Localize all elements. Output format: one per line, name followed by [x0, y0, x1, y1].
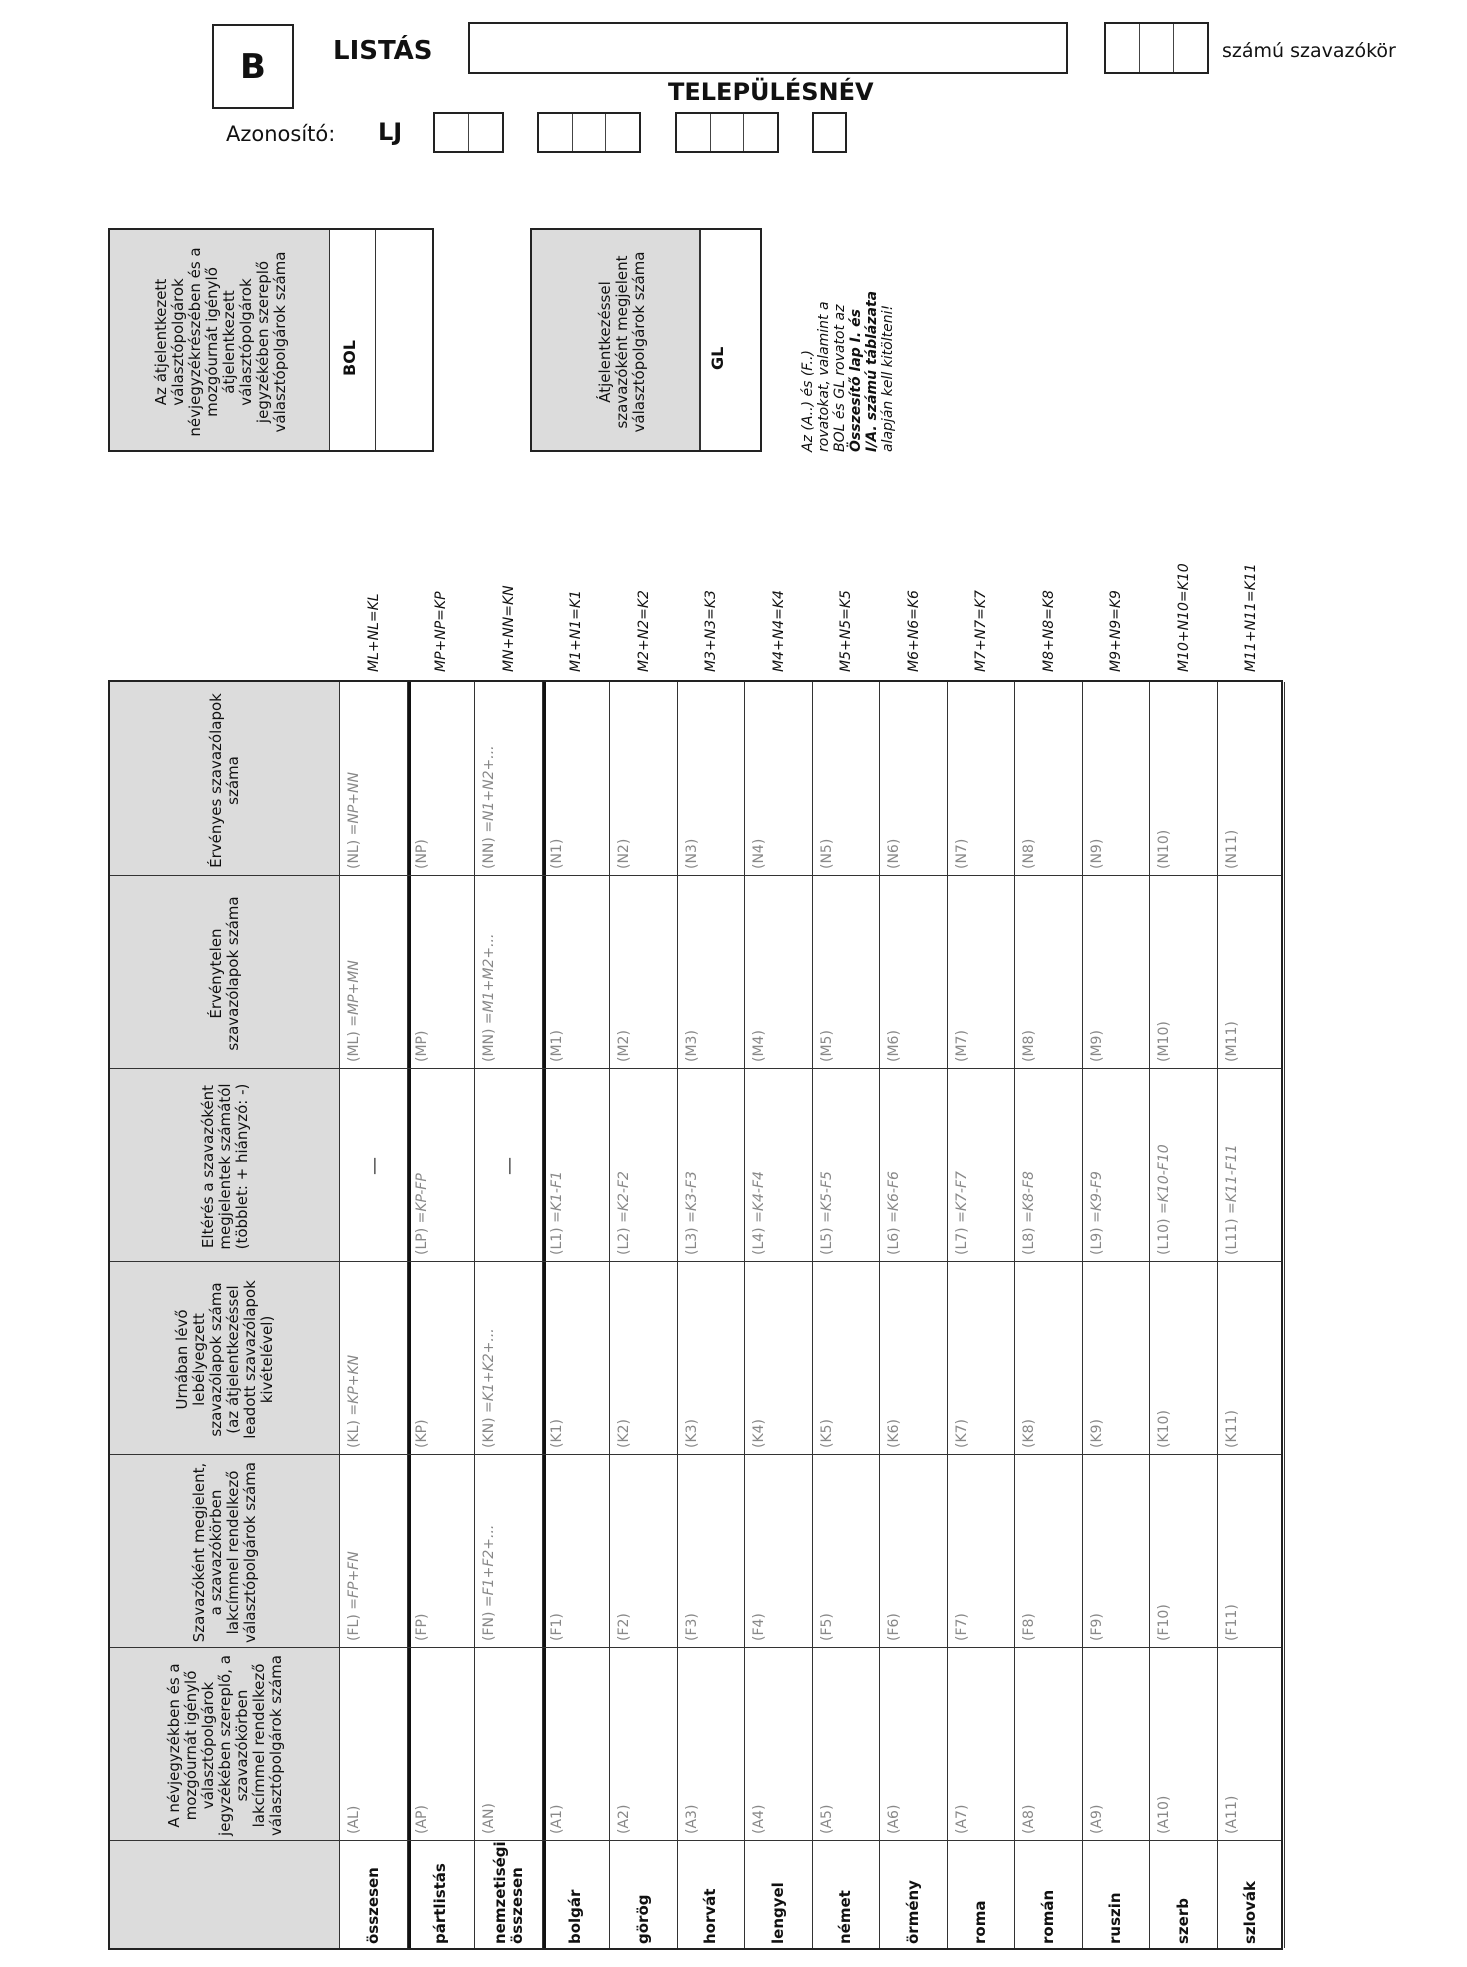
label-band-divider	[110, 1840, 1281, 1841]
form-letter-box	[212, 24, 294, 109]
cell-code[interactable]: (K9)	[1088, 1418, 1105, 1448]
results-table	[108, 680, 1283, 1950]
row-equation: M6+N6=K6	[905, 590, 922, 672]
cell-code[interactable]: (K11)	[1223, 1410, 1240, 1448]
cell-code[interactable]: (L7) =K7-F7	[953, 1171, 970, 1255]
cell-code[interactable]: (AP)	[413, 1805, 430, 1834]
table-row	[745, 682, 813, 1948]
row-label: bolgár	[566, 1889, 585, 1944]
row-label: pártlistás	[431, 1863, 450, 1944]
cell-code[interactable]: (KP)	[413, 1419, 430, 1448]
gl-heading: Átjelentkezéssel szavazóként megjelent választópolgárok száma	[595, 251, 648, 433]
cell-code[interactable]: (A2)	[616, 1804, 632, 1834]
cell-code[interactable]: (MP)	[413, 1030, 430, 1062]
cell-code[interactable]: (F5)	[818, 1613, 835, 1641]
row-label: összesen	[363, 1867, 382, 1944]
cell-code[interactable]: (N3)	[683, 838, 700, 869]
cell-code[interactable]: (NL) =NP+NN	[346, 772, 362, 869]
row-label: román	[1038, 1889, 1057, 1944]
cell-code[interactable]: (F10)	[1156, 1604, 1172, 1641]
identifier-prefix: LJ	[378, 118, 403, 146]
column-header: Urnában lévő lebélyegzett szavazólapok száma (az átjelentkezéssel leadott szavazólapok kivételével)	[173, 1280, 276, 1439]
cell-code[interactable]: (M3)	[683, 1030, 700, 1062]
cell-code[interactable]: (F2)	[616, 1613, 632, 1641]
row-equation: M4+N4=K4	[770, 590, 787, 672]
row-equation: M9+N9=K9	[1108, 590, 1125, 672]
table-row	[678, 682, 746, 1948]
cell-code[interactable]: (AL)	[346, 1805, 362, 1834]
row-label: lengyel	[768, 1882, 787, 1944]
form-type: LISTÁS	[333, 36, 433, 66]
cell-code[interactable]: (FP)	[413, 1613, 430, 1641]
table-row	[1015, 682, 1083, 1948]
cell-code[interactable]: (L10) =K10-F10	[1156, 1144, 1172, 1255]
table-row	[948, 682, 1016, 1948]
gl-box	[530, 228, 762, 452]
cell-code[interactable]: (MN) =M1+M2+...	[481, 933, 497, 1062]
row-equation: MP+NP=KP	[433, 591, 450, 672]
cell-code[interactable]: (L3) =K3-F3	[683, 1171, 700, 1255]
row-label: görög	[633, 1894, 652, 1944]
table-row	[1218, 682, 1286, 1948]
cell-code[interactable]: (N7)	[953, 838, 970, 869]
cell-code[interactable]: (M9)	[1088, 1030, 1105, 1062]
row-label: szerb	[1173, 1898, 1192, 1944]
cell-code[interactable]: (F4)	[751, 1613, 767, 1641]
table-row	[543, 682, 611, 1948]
row-equation: ML+NL=KL	[365, 593, 382, 672]
table-row	[880, 682, 948, 1948]
column-divider	[110, 1068, 1281, 1069]
row-equation: M1+N1=K1	[568, 590, 585, 672]
cell-code[interactable]: (N9)	[1088, 838, 1105, 869]
cell-code[interactable]: (F1)	[548, 1613, 565, 1641]
cell-code[interactable]: (N6)	[886, 838, 902, 869]
column-divider	[110, 1454, 1281, 1455]
column-header: Érvénytelen szavazólapok száma	[207, 896, 242, 1051]
cell-code[interactable]: (L9) =K9-F9	[1088, 1171, 1105, 1255]
row-equation: M7+N7=K7	[973, 590, 990, 672]
cell-code[interactable]: (L1) =K1-F1	[548, 1171, 565, 1255]
table-row	[340, 682, 408, 1948]
cell-code[interactable]: (M2)	[616, 1030, 632, 1062]
cell-code[interactable]: (K7)	[953, 1418, 970, 1448]
cell-code[interactable]: (K2)	[616, 1418, 632, 1448]
table-row	[1083, 682, 1151, 1948]
bol-box	[108, 228, 434, 452]
identifier-field-3[interactable]	[675, 112, 779, 153]
cell-code[interactable]: (M7)	[953, 1030, 970, 1062]
cell-code[interactable]: (KL) =KP+KN	[346, 1354, 362, 1448]
cell-code[interactable]: (F7)	[953, 1613, 970, 1641]
table-row	[408, 682, 476, 1948]
gl-code: GL	[708, 346, 727, 370]
row-equation: M10+N10=K10	[1175, 563, 1192, 672]
settlement-name-field[interactable]	[468, 22, 1068, 74]
column-divider	[110, 1261, 1281, 1262]
cell-code[interactable]: (A5)	[818, 1804, 835, 1834]
cell-code[interactable]: (K3)	[683, 1418, 700, 1448]
cell-code[interactable]: (L6) =K6-F6	[886, 1171, 902, 1255]
cell-code[interactable]: (K8)	[1021, 1418, 1037, 1448]
cell-code[interactable]: (M4)	[751, 1030, 767, 1062]
cell-code[interactable]: (L5) =K5-F5	[818, 1171, 835, 1255]
settlement-label: TELEPÜLÉSNÉV	[668, 78, 874, 106]
cell-code[interactable]: (A8)	[1021, 1804, 1037, 1834]
cell-code[interactable]: (KN) =K1+K2+...	[481, 1328, 497, 1448]
cell-code[interactable]: (F9)	[1088, 1613, 1105, 1641]
cell-code[interactable]: (A7)	[953, 1804, 970, 1834]
cell-code[interactable]: (N1)	[548, 838, 565, 869]
cell-code[interactable]: (K4)	[751, 1418, 767, 1448]
cell-code[interactable]: (N4)	[751, 838, 767, 869]
cell-code[interactable]: (K6)	[886, 1418, 902, 1448]
column-header: Szavazóként megjelent, a szavazókörben lakcímmel rendelkező választópolgárok száma	[190, 1462, 259, 1643]
cell-code[interactable]: (F3)	[683, 1613, 700, 1641]
cell-code[interactable]: (A4)	[751, 1804, 767, 1834]
cell-code[interactable]: (LP) =KP-FP	[413, 1173, 430, 1255]
cell-code[interactable]: (N11)	[1223, 829, 1240, 869]
cell-code[interactable]: (FN) =F1+F2+...	[481, 1524, 497, 1641]
row-equation: M8+N8=K8	[1040, 590, 1057, 672]
cell-code[interactable]: (NN) =N1+N2+...	[481, 745, 497, 869]
cell-code[interactable]: (F11)	[1223, 1604, 1240, 1641]
cell-code[interactable]: (A1)	[548, 1804, 565, 1834]
row-label: nemzetiségi összesen	[490, 1841, 526, 1944]
cell-code[interactable]: (K1)	[548, 1418, 565, 1448]
not-applicable-dash: —	[498, 1156, 520, 1175]
column-divider	[110, 1647, 1281, 1648]
cell-code[interactable]: (M1)	[548, 1030, 565, 1062]
row-equation: M5+N5=K5	[838, 590, 855, 672]
cell-code[interactable]: (AN)	[481, 1803, 497, 1834]
cell-code[interactable]: (K10)	[1156, 1410, 1172, 1448]
cell-code[interactable]: (N8)	[1021, 838, 1037, 869]
cell-code[interactable]: (M5)	[818, 1030, 835, 1062]
form-letter: B	[240, 46, 266, 87]
cell-code[interactable]: (L8) =K8-F8	[1021, 1171, 1037, 1255]
cell-code[interactable]: (M11)	[1223, 1021, 1240, 1062]
district-suffix: számú szavazókör	[1222, 40, 1396, 62]
row-label: örmény	[903, 1880, 922, 1944]
cell-code[interactable]: (N2)	[616, 838, 632, 869]
column-header: Érvényes szavazólapok száma	[207, 693, 242, 868]
row-equation: M3+N3=K3	[703, 590, 720, 672]
cell-code[interactable]: (F6)	[886, 1613, 902, 1641]
row-label: német	[836, 1890, 855, 1944]
row-equation: M2+N2=K2	[635, 590, 652, 672]
cell-code[interactable]: (ML) =MP+MN	[346, 960, 362, 1062]
identifier-field-1[interactable]	[433, 112, 504, 153]
bol-heading: Az átjelentkezett választópolgárok névjegyzékrészében és a mozgóurnát igénylő átjelentkezett választópolgárok jegyzékében szereplő választópolgárok száma	[152, 247, 289, 437]
table-row	[813, 682, 881, 1948]
row-label: szlovák	[1241, 1881, 1260, 1944]
cell-code[interactable]: (NP)	[413, 839, 430, 869]
cell-code[interactable]: (A6)	[886, 1804, 902, 1834]
table-row	[610, 682, 678, 1948]
fill-instructions-note: Az (A..) és (F..) rovatokat, valamint a BOL és GL rovatot az Összesítő lap I. és I/A. számú táblázata alapján kell kitölteni!	[800, 290, 896, 452]
table-row	[1150, 682, 1218, 1948]
district-number-field[interactable]	[1104, 22, 1209, 74]
cell-code[interactable]: (L4) =K4-F4	[751, 1171, 767, 1255]
cell-code[interactable]: (F8)	[1021, 1613, 1037, 1641]
cell-code[interactable]: (M8)	[1021, 1030, 1037, 1062]
row-label: ruszin	[1106, 1892, 1125, 1944]
not-applicable-dash: —	[363, 1156, 385, 1175]
cell-code[interactable]: (N10)	[1156, 829, 1172, 869]
column-header: A névjegyzékben és a mozgóurnát igénylő választópolgárok jegyzékében szereplő, a szavazókörben lakcímmel rendelkező választópolgárok száma	[164, 1655, 285, 1836]
row-label: roma	[971, 1900, 990, 1944]
cell-code[interactable]: (L2) =K2-F2	[616, 1171, 632, 1255]
cell-code[interactable]: (K5)	[818, 1418, 835, 1448]
table-row	[475, 682, 543, 1948]
cell-code[interactable]: (N5)	[818, 838, 835, 869]
identifier-field-2[interactable]	[537, 112, 641, 153]
column-divider	[110, 875, 1281, 876]
bol-value-field[interactable]	[378, 230, 432, 450]
row-equation: M11+N11=K11	[1243, 563, 1260, 672]
cell-code[interactable]: (A9)	[1088, 1804, 1105, 1834]
cell-code[interactable]: (M6)	[886, 1030, 902, 1062]
cell-code[interactable]: (FL) =FP+FN	[346, 1551, 362, 1641]
cell-code[interactable]: (L11) =K11-F11	[1223, 1144, 1240, 1255]
gl-value-field[interactable]	[700, 230, 760, 450]
cell-code[interactable]: (A11)	[1223, 1795, 1240, 1834]
identifier-field-4[interactable]	[812, 112, 847, 153]
cell-code[interactable]: (A10)	[1156, 1795, 1172, 1834]
cell-code[interactable]: (A3)	[683, 1804, 700, 1834]
identifier-label: Azonosító:	[226, 122, 336, 146]
bol-code: BOL	[340, 340, 359, 376]
column-header: Eltérés a szavazóként megjelentek számától (többlet: + hiányzó: -)	[198, 1083, 251, 1250]
row-equation: MN+NN=KN	[500, 585, 517, 672]
cell-code[interactable]: (M10)	[1156, 1021, 1172, 1062]
row-label: horvát	[701, 1888, 720, 1944]
